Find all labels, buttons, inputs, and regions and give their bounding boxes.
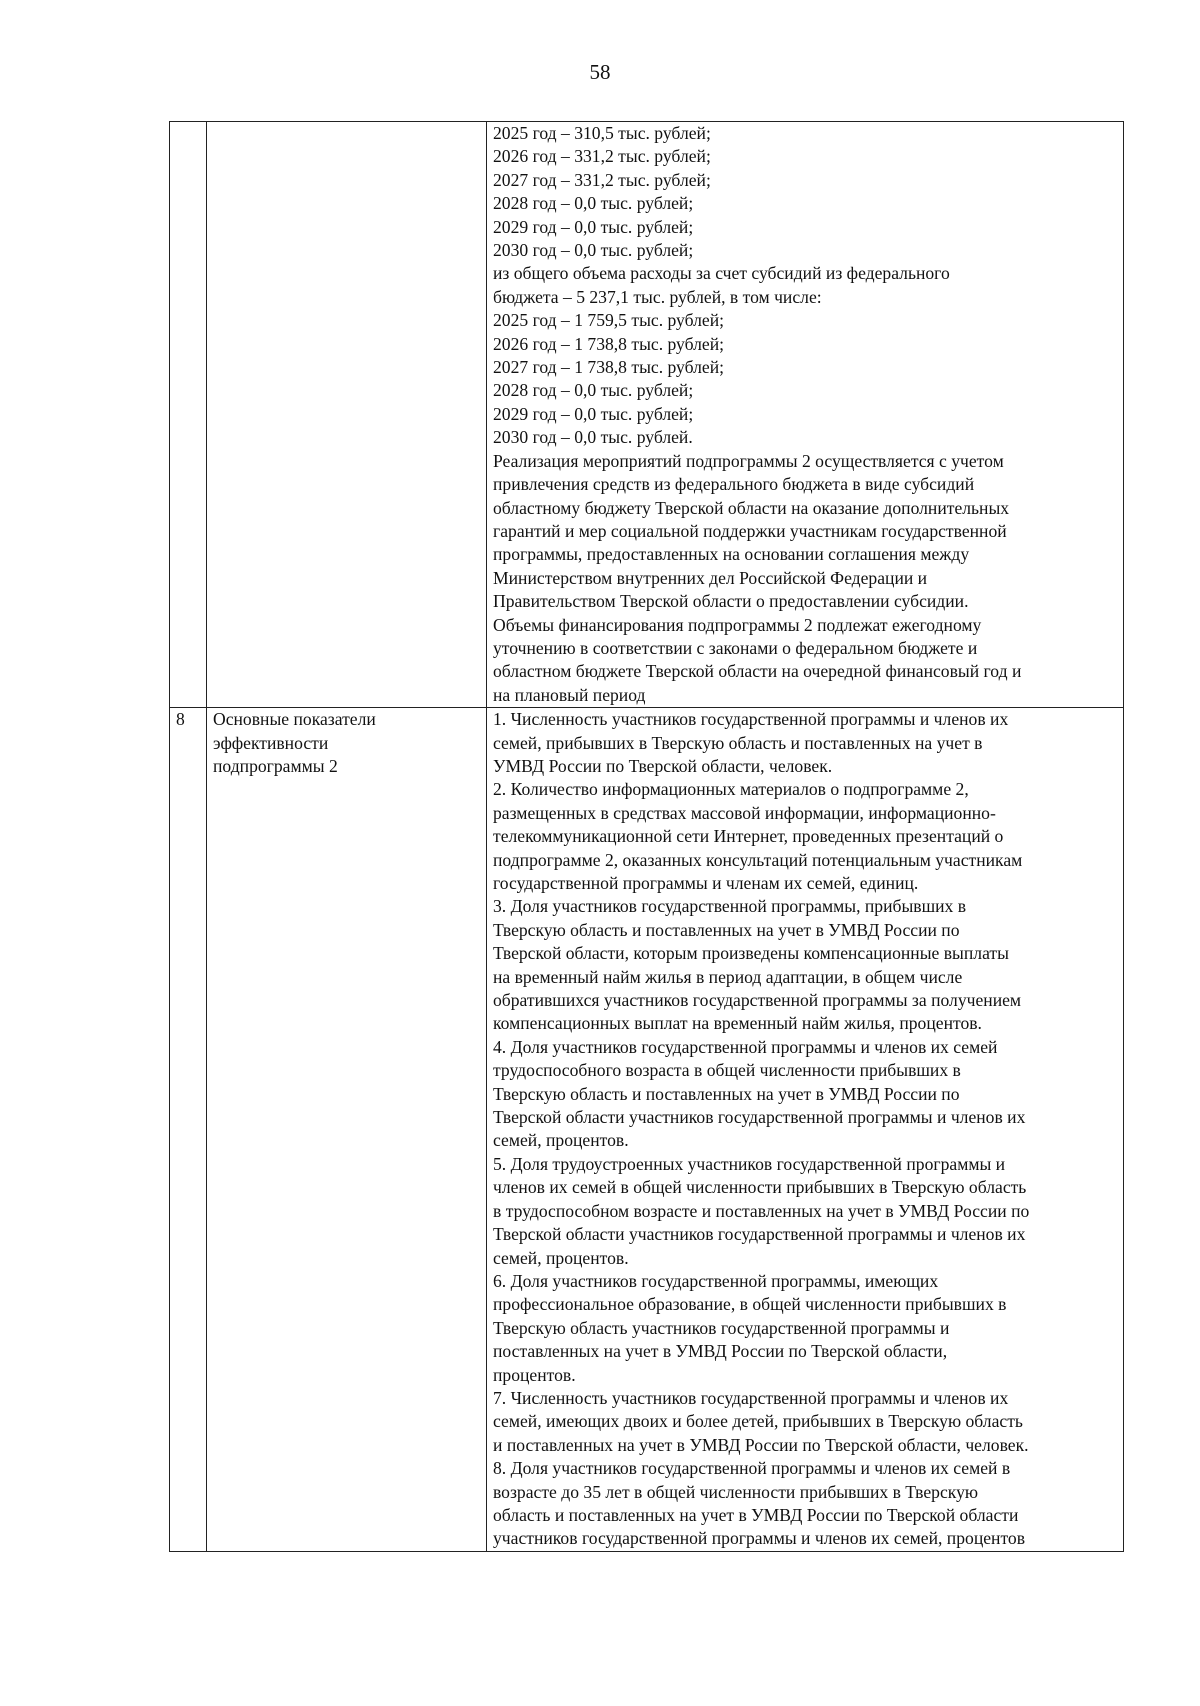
text-line: 2029 год – 0,0 тыс. рублей;	[493, 403, 694, 424]
row-number-cell	[170, 122, 207, 708]
text-line: на плановый период	[493, 684, 646, 705]
text-line: и поставленных на учет в УМВД России по Тверской области, человек.	[493, 1434, 1029, 1455]
text-line: государственной программы и членам их семей, единиц.	[493, 873, 919, 893]
text-line: 7. Численность участников государственной программы и членов их	[493, 1387, 1009, 1408]
table-row-continuation	[170, 122, 1124, 708]
text-line: 2029 год – 0,0 тыс. рублей;	[493, 216, 694, 237]
text-line: процентов.	[493, 1364, 576, 1385]
text-line: семей, процентов.	[493, 1130, 629, 1151]
funding-details-cell	[487, 122, 1124, 708]
text-line: 2025 год – 310,5 тыс. рублей;	[493, 123, 711, 143]
page-number: 58	[589, 60, 611, 84]
text-line: Тверскую область и поставленных на учет в УМВД России по	[493, 1083, 960, 1104]
indicators-list-cell	[487, 708, 1124, 1552]
text-line: семей, имеющих двоих и более детей, прибывших в Тверскую область	[493, 1411, 1023, 1432]
text-line: 6. Доля участников государственной программы, имеющих	[493, 1270, 939, 1291]
text-line: на временный найм жилья в период адаптации, в общем числе	[493, 966, 963, 987]
text-line: программы, предоставленных на основании соглашения между	[493, 544, 970, 565]
text-line: 2030 год – 0,0 тыс. рублей.	[493, 427, 693, 448]
text-line: 2028 год – 0,0 тыс. рублей;	[493, 380, 694, 401]
text-line: Тверскую область участников государственной программы и	[493, 1317, 950, 1338]
text-line: профессиональное образование, в общей численности прибывших в	[493, 1294, 1007, 1315]
text-line: уточнению в соответствии с законами о федеральном бюджете и	[493, 637, 978, 658]
row-number-cell: 8	[170, 708, 207, 1552]
text-line: участников государственной программы и членов их семей, процентов	[493, 1528, 1026, 1549]
text-line: 2027 год – 331,2 тыс. рублей;	[493, 169, 711, 190]
text-line: 2. Количество информационных материалов о подпрограмме 2,	[493, 779, 969, 800]
text-line: областному бюджету Тверской области на оказание дополнительных	[493, 497, 1010, 518]
text-line: 2026 год – 331,2 тыс. рублей;	[493, 146, 711, 167]
text-line: 8. Доля участников государственной программы и членов их семей в	[493, 1458, 1011, 1479]
text-line: 2030 год – 0,0 тыс. рублей;	[493, 240, 694, 261]
text-line: Министерством внутренних дел Российской Федерации и	[493, 567, 928, 588]
text-line: 2026 год – 1 738,8 тыс. рублей;	[493, 333, 725, 354]
text-line: 2028 год – 0,0 тыс. рублей;	[493, 193, 694, 214]
text-line: в трудоспособном возрасте и поставленных на учет в УМВД России по	[493, 1200, 1030, 1221]
text-line: область и поставленных на учет в УМВД России по Тверской области	[493, 1504, 1019, 1525]
text-line: привлечения средств из федерального бюджета в виде субсидий	[493, 474, 975, 495]
text-line: 3. Доля участников государственной программы, прибывших в	[493, 896, 967, 917]
text-line: Реализация мероприятий подпрограммы 2 осуществляется с учетом	[493, 450, 1004, 471]
text-line: бюджета – 5 237,1 тыс. рублей, в том числе:	[493, 286, 822, 307]
text-line: гарантий и мер социальной поддержки участникам государственной	[493, 520, 1007, 541]
text-line: Объемы финансирования подпрограммы 2 подлежат ежегодному	[493, 614, 982, 635]
text-line: Тверской области участников государственной программы и членов их	[493, 1107, 1026, 1128]
text-line: семей, процентов.	[493, 1247, 629, 1268]
text-line: поставленных на учет в УМВД России по Тверской области,	[493, 1341, 948, 1362]
row-name-cell	[207, 122, 487, 708]
indicator-title-line: эффективности	[213, 732, 329, 753]
text-line: членов их семей в общей численности прибывших в Тверскую область	[493, 1177, 1027, 1198]
text-line: Тверскую область и поставленных на учет в УМВД России по	[493, 919, 960, 940]
text-line: Правительством Тверской области о предоставлении субсидии.	[493, 591, 969, 612]
table-row-8	[170, 708, 1124, 1552]
text-line: семей, прибывших в Тверскую область и поставленных на учет в	[493, 732, 983, 753]
text-line: УМВД России по Тверской области, человек.	[493, 755, 833, 776]
passport-table	[169, 121, 1124, 1552]
text-line: компенсационных выплат на временный найм жилья, процентов.	[493, 1013, 982, 1034]
text-line: обратившихся участников государственной программы за получением	[493, 990, 1022, 1011]
text-line: телекоммуникационной сети Интернет, проведенных презентаций о	[493, 826, 1004, 847]
text-line: областном бюджете Тверской области на очередной финансовый год и	[493, 661, 1022, 682]
text-line: Тверской области участников государственной программы и членов их	[493, 1224, 1026, 1245]
indicator-title-line: подпрограммы 2	[213, 755, 338, 776]
indicator-title-line: Основные показатели	[213, 709, 376, 730]
text-line: возрасте до 35 лет в общей численности прибывших в Тверскую	[493, 1481, 979, 1502]
text-line: 2027 год – 1 738,8 тыс. рублей;	[493, 357, 725, 378]
text-line: трудоспособного возраста в общей численности прибывших в	[493, 1060, 961, 1081]
text-line: размещенных в средствах массовой информации, информационно-	[493, 802, 996, 823]
text-line: 2025 год – 1 759,5 тыс. рублей;	[493, 310, 725, 331]
text-line: Тверской области, которым произведены компенсационные выплаты	[493, 943, 1009, 964]
text-line: подпрограмме 2, оказанных консультаций потенциальным участникам	[493, 849, 1023, 870]
text-line: 5. Доля трудоустроенных участников государственной программы и	[493, 1153, 1006, 1174]
text-line: из общего объема расходы за счет субсидий из федерального	[493, 263, 950, 284]
text-line: 1. Численность участников государственной программы и членов их	[493, 709, 1009, 730]
text-line: 4. Доля участников государственной программы и членов их семей	[493, 1036, 998, 1057]
indicator-title-cell	[207, 708, 487, 1552]
